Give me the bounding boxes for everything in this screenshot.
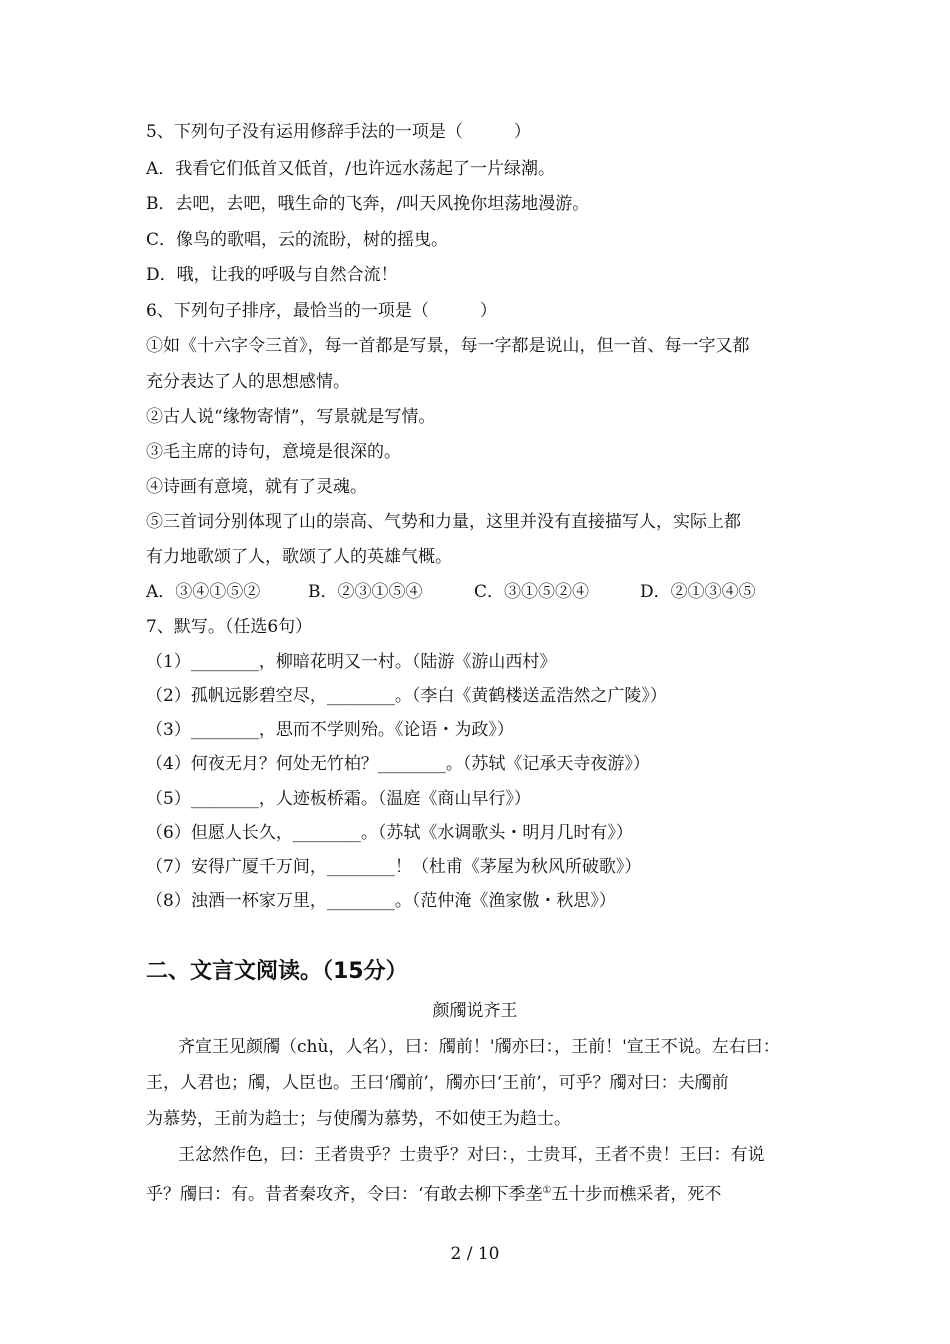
q7-item: （6）但愿人长久，________。（苏轼《水调歌头・明月几时有》） xyxy=(146,823,633,843)
q6-sentence-3: ③毛主席的诗句，意境是很深的。 xyxy=(146,442,401,462)
q6-sentence-4: ④诗画有意境，就有了灵魂。 xyxy=(146,477,367,497)
q6-option-d: D．②①③④⑤ xyxy=(640,582,756,602)
q7-item: （1）________，柳暗花明又一村。（陆游《游山西村》 xyxy=(146,652,557,672)
q6-option-c: C．③①⑤②④ xyxy=(474,582,590,602)
q6-sentence-2: ②古人说“缘物寄情”，写景就是写情。 xyxy=(146,407,436,427)
q7-stem: 7、默写。（任选6句） xyxy=(146,617,313,637)
passage-title: 颜斶说齐王 xyxy=(432,1001,518,1021)
q6-sentence-1: ①如《十六字令三首》，每一首都是写景，每一字都是说山，但一首、每一字又都 xyxy=(146,336,750,356)
passage-line: 齐宣王见颜斶（chù，人名），曰：斶前！'斶亦曰：，王前！'宣王不说。左右曰： xyxy=(178,1037,780,1057)
q7-item: （5）________，人迹板桥霜。（温庭《商山早行》） xyxy=(146,789,531,809)
q6-sentence-5: ⑤三首词分别体现了山的崇高、气势和力量，这里并没有直接描写人，实际上都 xyxy=(146,512,741,532)
q5-option-c: C．像鸟的歌唱，云的流盼，树的摇曳。 xyxy=(146,230,449,250)
q7-item: （4）何夜无月？何处无竹柏？________。（苏轼《记承天寺夜游》） xyxy=(146,754,650,774)
passage-line xyxy=(146,1181,721,1205)
q5-option-b: B．去吧，去吧，哦生命的飞奔，/叫天风挽你坦荡地漫游。 xyxy=(146,194,590,214)
q7-item: （7）安得广厦千万间，________！（杜甫《茅屋为秋风所破歌》） xyxy=(146,857,642,877)
q5-option-a: A．我看它们低首又低首，/也许远水荡起了一片绿潮。 xyxy=(146,159,556,179)
q6-option-b: B．②③①⑤④ xyxy=(308,582,423,602)
q6-stem: 6、下列句子排序，最恰当的一项是（ ） xyxy=(146,301,497,321)
q6-sentence-1-cont: 充分表达了人的思想感情。 xyxy=(146,372,350,392)
footnote-marker: ① xyxy=(542,1185,552,1196)
passage-text: 乎？斶曰：有。昔者秦攻齐，令曰：‘有敢去柳下季垄 xyxy=(146,1184,543,1205)
q7-item: （8）浊酒一杯家万里，________。（范仲淹《渔家傲・秋思》） xyxy=(146,891,616,911)
q7-item: （3）________，思而不学则殆。《论语・为政》） xyxy=(146,720,514,740)
q5-option-d: D．哦，让我的呼吸与自然合流！ xyxy=(146,265,398,285)
q6-option-a: A．③④①⑤② xyxy=(146,582,261,602)
q7-item: （2）孤帆远影碧空尽，________。（李白《黄鹤楼送孟浩然之广陵》） xyxy=(146,686,667,706)
passage-line: 王忿然作色，曰：王者贵乎？士贵乎？对曰：，士贵耳，王者不贵！王曰：有说 xyxy=(178,1145,765,1165)
passage-line: 王，人君也；斶，人臣也。王曰‘斶前’，斶亦曰‘王前’，可乎？斶对曰：夫斶前 xyxy=(146,1073,729,1093)
page-number: 2 / 10 xyxy=(450,1244,500,1264)
q5-stem: 5、下列句子没有运用修辞手法的一项是（ ） xyxy=(146,122,531,142)
passage-line: 为慕势，王前为趋士；与使斶为慕势，不如使王为趋士。 xyxy=(146,1109,571,1129)
passage-text: 五十步而樵采者，死不 xyxy=(551,1184,722,1205)
q6-sentence-5-cont: 有力地歌颂了人，歌颂了人的英雄气概。 xyxy=(146,547,452,567)
section-heading: 二、文言文阅读。（15分） xyxy=(146,959,408,984)
